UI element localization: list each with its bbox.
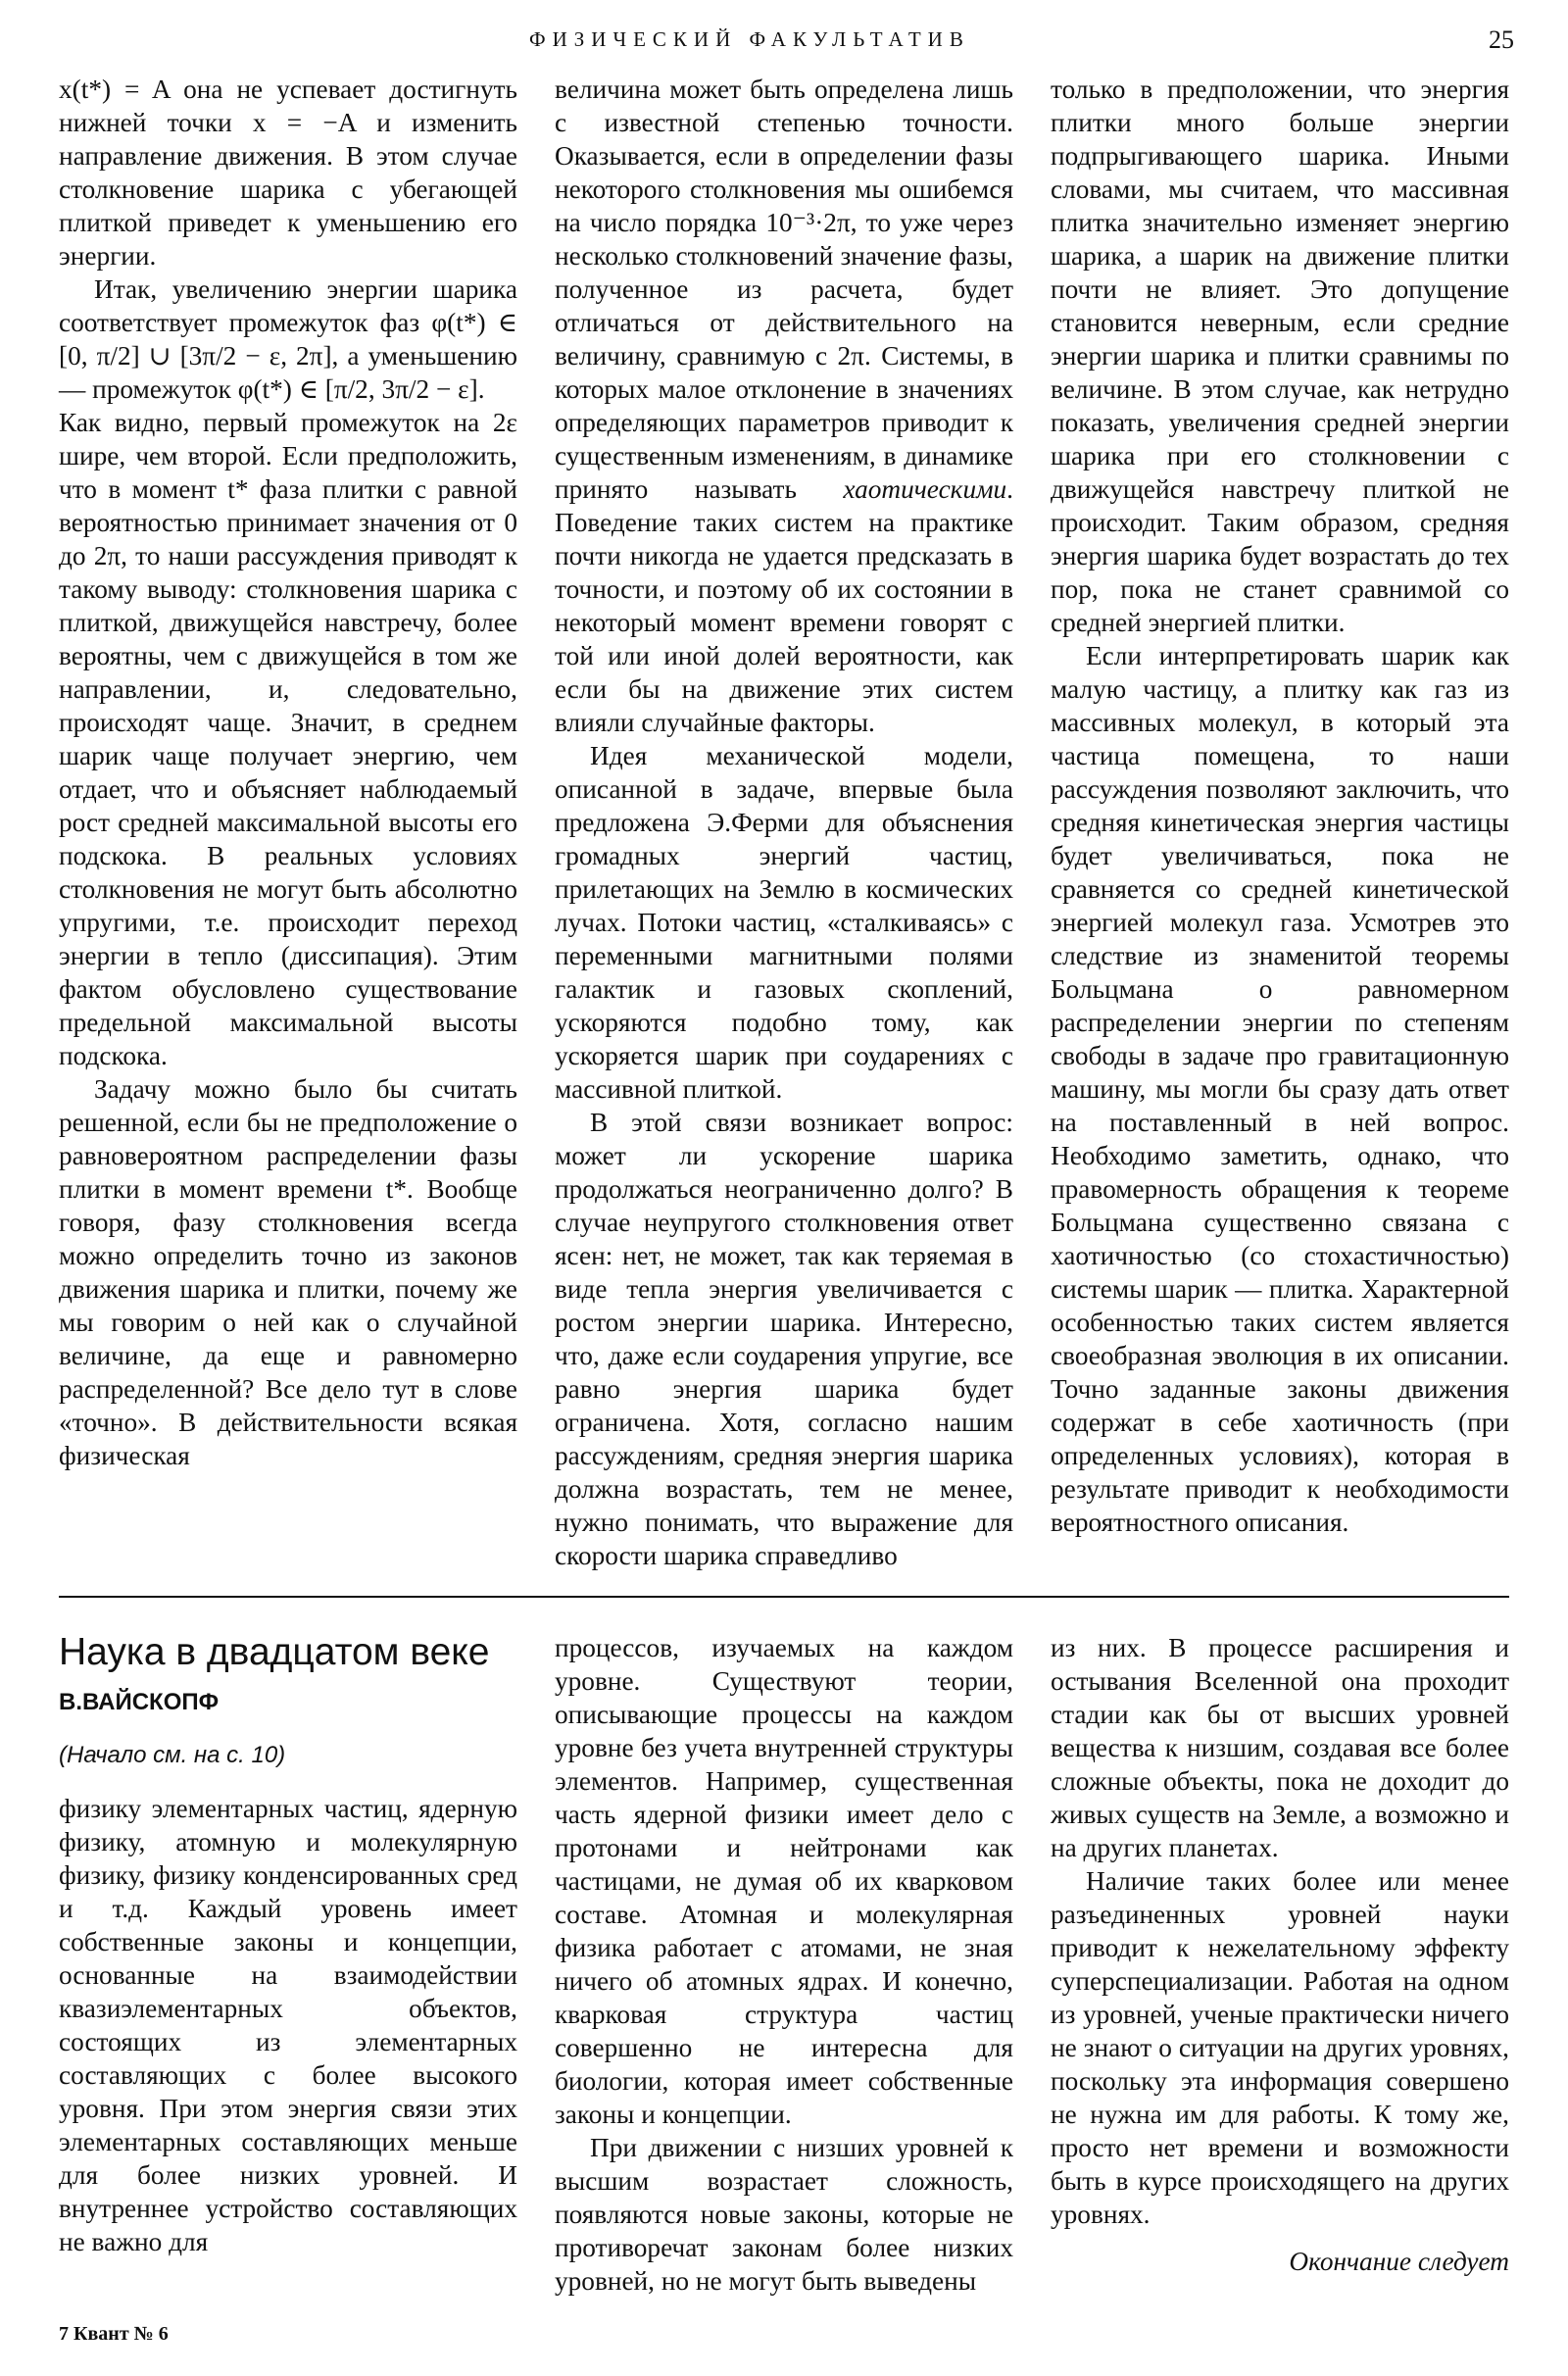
paragraph: физику элементарных частиц, ядерную физику, атомную и молекулярную физику, физику конденсированных сред и т.д. Каждый уровень имеет собственные законы и концепции, основанные на взаимодействии квазиэлементарных объектов, состоящих из элементарных составляющих с более высокого уровня. При этом энергия связи этих элементарных составляющих меньше для более низких уровней. И внутреннее устройство составляющих не важно для <box>59 1794 517 2256</box>
continued-note: (Начало см. на с. 10) <box>59 1742 286 1768</box>
paragraph: процессов, изучаемых на каждом уровне. Существуют теории, описывающие процессы на каждом уровне без учета внутренней структуры элементов. Например, существенная часть ядерной физики имеет дело с протонами и нейтронами как частицами, не думая об их кварковом составе. Атомная и молекулярная физика работает с атомами, не зная ничего об атомных ядрах. И конечно, кварковая структура частиц совершенно не интересна для биологии, которая имеет собственные законы и концепции. <box>555 1633 1013 2129</box>
running-title: ФИЗИЧЕСКИЙ ФАКУЛЬТАТИВ <box>529 27 970 51</box>
article-column-1 <box>59 1631 517 2258</box>
paragraph: В этой связи возникает вопрос: может ли ускорение шарика продолжаться неограниченно долго? В случае неупругого столкновения ответ ясен: нет, не может, так как теряемая в виде тепла энергия увеличивается с ростом энергии шарика. Интересно, что, даже если соударения упругие, все равно энергия шарика будет ограничена. Хотя, согласно нашим рассуждениям, средняя энергия шарика должна возрастать, тем не менее, нужно понимать, что выражение для скорости шарика справедливо <box>555 1108 1013 1570</box>
to-be-continued: Окончание следует <box>1289 2247 1509 2276</box>
paragraph: x(t*) = A она не успевает достигнуть нижней точки x = −A и изменить направление движения. В этом случае столкновение шарика с убегающей плиткой приведет к уменьшению его энергии. <box>59 74 517 271</box>
italic-term: хаотическими <box>843 474 1007 504</box>
paragraph: только в предположении, что энергия плитки много больше энергии подпрыгивающего шарика. Иными словами, мы считаем, что массивная плитка значительно изменяет энергию шарика, а шарик на движение плитки почти не влияет. Это допущение становится неверным, если средние энергии шарика и плитки сравнимы по величине. В этом случае, как нетрудно показать, увеличения средней энергии шарика при его столкновении с движущейся навстречу плиткой не происходит. Таким образом, средняя энергия шарика будет возрастать до тех пор, пока не станет сравнимой со средней энергией плитки. <box>1051 74 1509 637</box>
article-column-3 <box>1051 1631 1509 2278</box>
paragraph: При движении с низших уровней к высшим возрастает сложность, появляются новые законы, которые не противоречат законам более низких уровней, но не могут быть выведены <box>555 2133 1013 2296</box>
paragraph: Как видно, первый промежуток на 2ε шире, чем второй. Если предположить, что в момент t* фаза плитки с равной вероятностью принимает значения от 0 до 2π, то наши рассуждения приводят к такому выводу: столкновения шарика с плиткой, движущейся навстречу, более вероятны, чем с движущейся в том же направлении, и, следовательно, происходят чаще. Значит, в среднем шарик чаще получает энергию, чем отдает, что и объясняет наблюдаемый рост средней максимальной высоты его подскока. В реальных условиях столкновения не могут быть абсолютно упругими, т.е. происходит переход энергии в тепло (диссипация). Этим фактом обусловлено существование предельной максимальной высоты подскока. <box>59 408 517 1070</box>
paragraph: Наличие таких более или менее разъединенных уровней науки приводит к нежелательному эффекту суперспециализации. Работая на одном из уровней, ученые практически ничего не знают о ситуации на других уровнях, поскольку эта информация совершено не нужна им для работы. К тому же, просто нет времени и возможности быть в курсе происходящего на других уровнях. <box>1051 1866 1509 2229</box>
paragraph: Если интерпретировать шарик как малую частицу, а плитку как газ из массивных молекул, в который эта частица помещена, то наши рассуждения позволяют заключить, что средняя кинетическая энергия частицы будет увеличиваться, пока не сравняется со средней кинетической энергией молекул газа. Усмотрев это следствие из знаменитой теоремы Больцмана о равномерном распределении энергии по степеням свободы в задаче про гравитационную машину, мы могли бы сразу дать ответ на поставленный в ней вопрос. Необходимо заметить, однако, что правомерность обращения к теореме Больцмана существенно связана с хаотичностью (со стохастичностью) системы шарик — плитка. Характерной особенностью таких систем является своеобразная эволюция в их описании. Точно заданные законы движения содержат в себе хаотичность (при определенных условиях), которая в результате приводит к необходимости вероятностного описания. <box>1051 641 1509 1537</box>
text: величина может быть определена лишь с известной степенью точности. Оказывается, если в определении фазы некоторого столкновения мы ошибемся на число порядка 10⁻³·2π, то уже через несколько столкновений значение фазы, полученное из расчета, будет отличаться от действительного на величину, сравнимую с 2π. Системы, в которых малое отклонение в значениях определяющих параметров приводит к существенным изменениям, в динамике принято называть <box>555 74 1013 504</box>
top-column-1 <box>59 73 517 1472</box>
paragraph: из них. В процессе расширения и остывания Вселенной она проходит стадии как бы от высших уровней вещества к низшим, создавая все более сложные объекты, пока не доходит до живых существ на Земле, а возможно и на других планетах. <box>1051 1633 1509 1862</box>
section-divider <box>59 1596 1509 1598</box>
paragraph: Идея механической модели, описанной в задаче, впервые была предложена Э.Ферми для объяснения громадных энергий частиц, прилетающих на Землю в космических лучах. Потоки частиц, «сталкиваясь» с переменными магнитными полями галактик и газовых скоплений, ускоряются подобно тому, как ускоряется шарик при соударениях с массивной плиткой. <box>555 741 1013 1104</box>
article-column-2 <box>555 1631 1013 2298</box>
paragraph <box>555 73 1013 739</box>
paragraph: Задачу можно было бы считать решенной, если бы не предположение о равновероятном распределении фазы плитки в момент времени t*. Вообще говоря, фазу столкновения всегда можно определить точно из законов движения шарика и плитки, почему же мы говорим о ней как о случайной величине, да еще и равномерно распределенной? Все дело тут в слове «точно». В действительности всякая физическая <box>59 1074 517 1470</box>
text: . Поведение таких систем на практике почти никогда не удается предсказать в точности, и поэтому об их состоянии в некоторый момент времени говорят с той или иной долей вероятности, как если бы на движение этих систем влияли случайные факторы. <box>555 474 1013 737</box>
top-column-2 <box>555 73 1013 1572</box>
article-title: Наука в двадцатом веке <box>59 1631 490 1673</box>
article-section <box>59 1631 1514 2298</box>
page-header <box>59 22 1514 73</box>
paragraph: Итак, увеличению энергии шарика соответствует промежуток фаз φ(t*) ∈ [0, π/2] ∪ [3π/2 − ε, 2π], а уменьшению — промежуток φ(t*) ∈ [π/2, 3π/2 − ε]. <box>59 274 517 404</box>
top-column-3 <box>1051 73 1509 1539</box>
article-author: В.ВАЙСКОПФ <box>59 1689 220 1715</box>
page-number: 25 <box>1489 25 1514 54</box>
top-section <box>59 73 1514 1572</box>
footer-signature: 7 Квант № 6 <box>59 2323 169 2345</box>
